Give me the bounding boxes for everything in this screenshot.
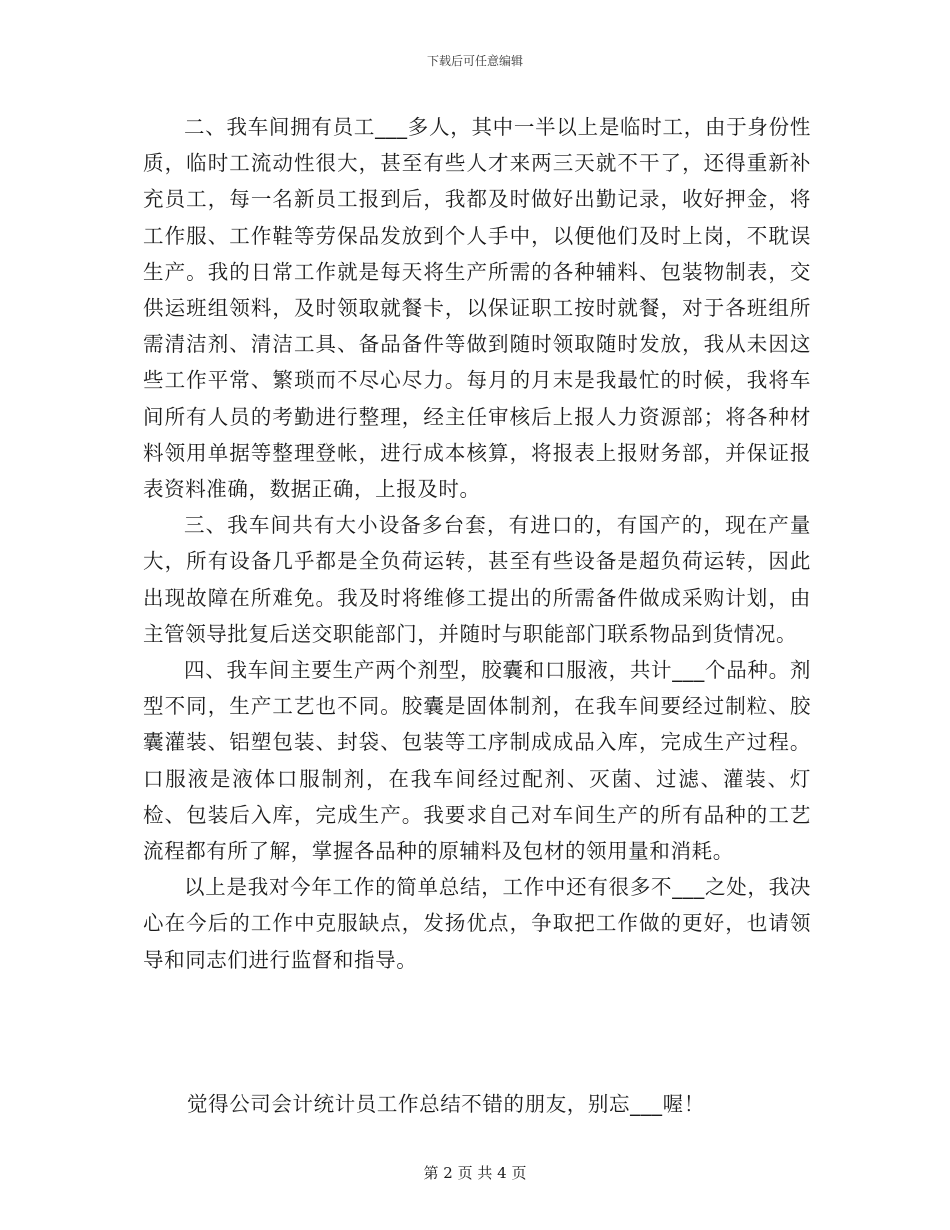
paragraph-equipment: 三、我车间共有大小设备多台套，有进口的，有国产的，现在产量大，所有设备几乎都是全负荷运转，甚至有些设备是超负荷运转，因此出现故障在所难免。我及时将维修工提出的所需备件做成采购计划，由主管领导批复后送交职能部门，并随时与职能部门联系物品到货情况。 (143, 513, 811, 646)
page-header-note: 下载后可任意编辑 (426, 54, 523, 68)
closing-line: 觉得公司会计统计员工作总结不错的朋友，别忘___喔！ (187, 1092, 705, 1116)
paragraph-production: 四、我车间主要生产两个剂型，胶囊和口服液，共计___个品种。剂型不同，生产工艺也不同。胶囊是固体制剂，在我车间要经过制粒、胶囊灌装、铝塑包装、封袋、包装等工序制成成品入库，完成生产过程。口服液是液体口服制剂，在我车间经过配剂、灭菌、过滤、灌装、灯检、包装后入库，完成生产。我要求自己对车间生产的所有品种的工艺流程都有所了解，掌握各品种的原辅料及包材的领用量和消耗。 (143, 658, 811, 864)
paragraph-summary: 以上是我对今年工作的简单总结，工作中还有很多不___之处，我决心在今后的工作中克服缺点，发扬优点，争取把工作做的更好，也请领导和同志们进行监督和指导。 (143, 875, 811, 972)
document-body (143, 109, 811, 978)
page-number: 第 2 页 共 4 页 (423, 1164, 527, 1182)
paragraph-staff: 二、我车间拥有员工___多人，其中一半以上是临时工，由于身份性质，临时工流动性很大，甚至有些人才来两三天就不干了，还得重新补充员工，每一名新员工报到后，我都及时做好出勤记录，收好押金，将工作服、工作鞋等劳保品发放到个人手中，以便他们及时上岗，不耽误生产。我的日常工作就是每天将生产所需的各种辅料、包装物制表，交供运班组领料，及时领取就餐卡，以保证职工按时就餐，对于各班组所需清洁剂、清洁工具、备品备件等做到随时领取随时发放，我从未因这些工作平常、繁琐而不尽心尽力。每月的月末是我最忙的时候，我将车间所有人员的考勤进行整理，经主任审核后上报人力资源部；将各种材料领用单据等整理登帐，进行成本核算，将报表上报财务部，并保证报表资料准确，数据正确，上报及时。 (143, 115, 811, 502)
